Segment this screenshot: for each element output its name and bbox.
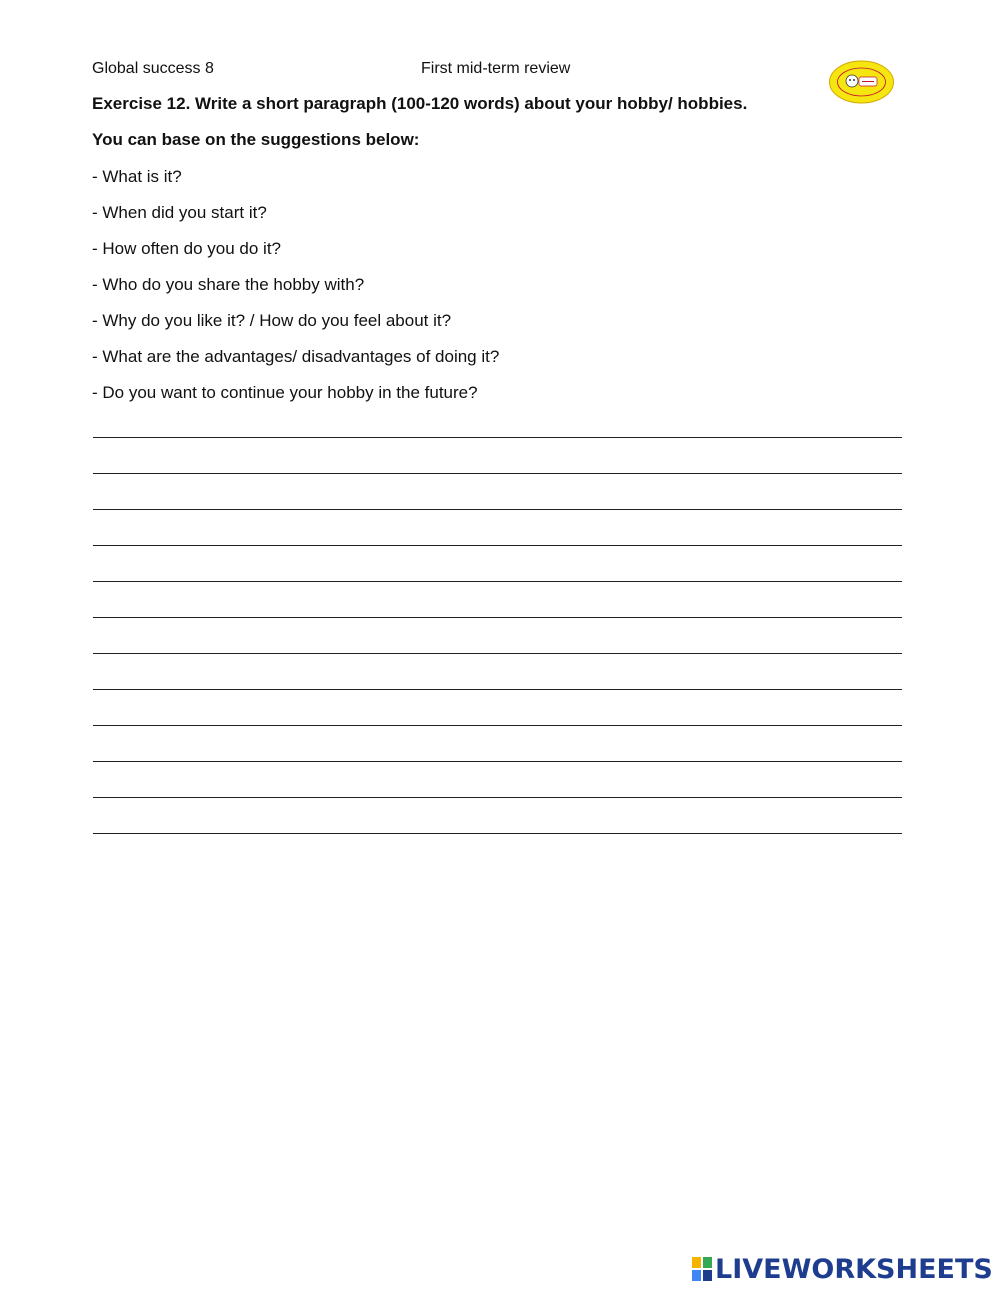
suggestion-item: - Do you want to continue your hobby in the future?	[92, 383, 478, 402]
answer-line[interactable]	[93, 617, 902, 618]
suggestion-item: - Why do you like it? / How do you feel about it?	[92, 311, 452, 330]
answer-line[interactable]	[93, 473, 902, 474]
liveworksheets-logo-icon	[692, 1257, 712, 1281]
answer-area[interactable]	[93, 437, 902, 869]
liveworksheets-brand[interactable]	[692, 1253, 993, 1285]
school-logo-icon	[829, 60, 894, 104]
answer-line[interactable]	[93, 545, 902, 546]
suggestion-item: - When did you start it?	[92, 203, 267, 222]
answer-line[interactable]	[93, 509, 902, 510]
suggestion-list	[92, 166, 499, 418]
answer-line[interactable]	[93, 653, 902, 654]
answer-line[interactable]	[93, 725, 902, 726]
suggestion-item: - Who do you share the hobby with?	[92, 275, 365, 294]
answer-line[interactable]	[93, 689, 902, 690]
header-subject: Global success 8	[92, 60, 214, 77]
instruction-text: You can base on the suggestions below:	[92, 130, 420, 149]
header-test-name: First mid-term review	[421, 60, 571, 77]
answer-line[interactable]	[93, 437, 902, 438]
suggestion-item: - How often do you do it?	[92, 239, 282, 258]
suggestion-item: - What are the advantages/ disadvantages of doing it?	[92, 347, 500, 366]
answer-line[interactable]	[93, 581, 902, 582]
answer-line[interactable]	[93, 797, 902, 798]
answer-line[interactable]	[93, 761, 902, 762]
brand-name: LIVEWORKSHEETS	[715, 1253, 993, 1285]
answer-line[interactable]	[93, 833, 902, 834]
exercise-title: Exercise 12. Write a short paragraph (100-120 words) about your hobby/ hobbies.	[92, 94, 748, 113]
suggestion-item: - What is it?	[92, 167, 182, 186]
